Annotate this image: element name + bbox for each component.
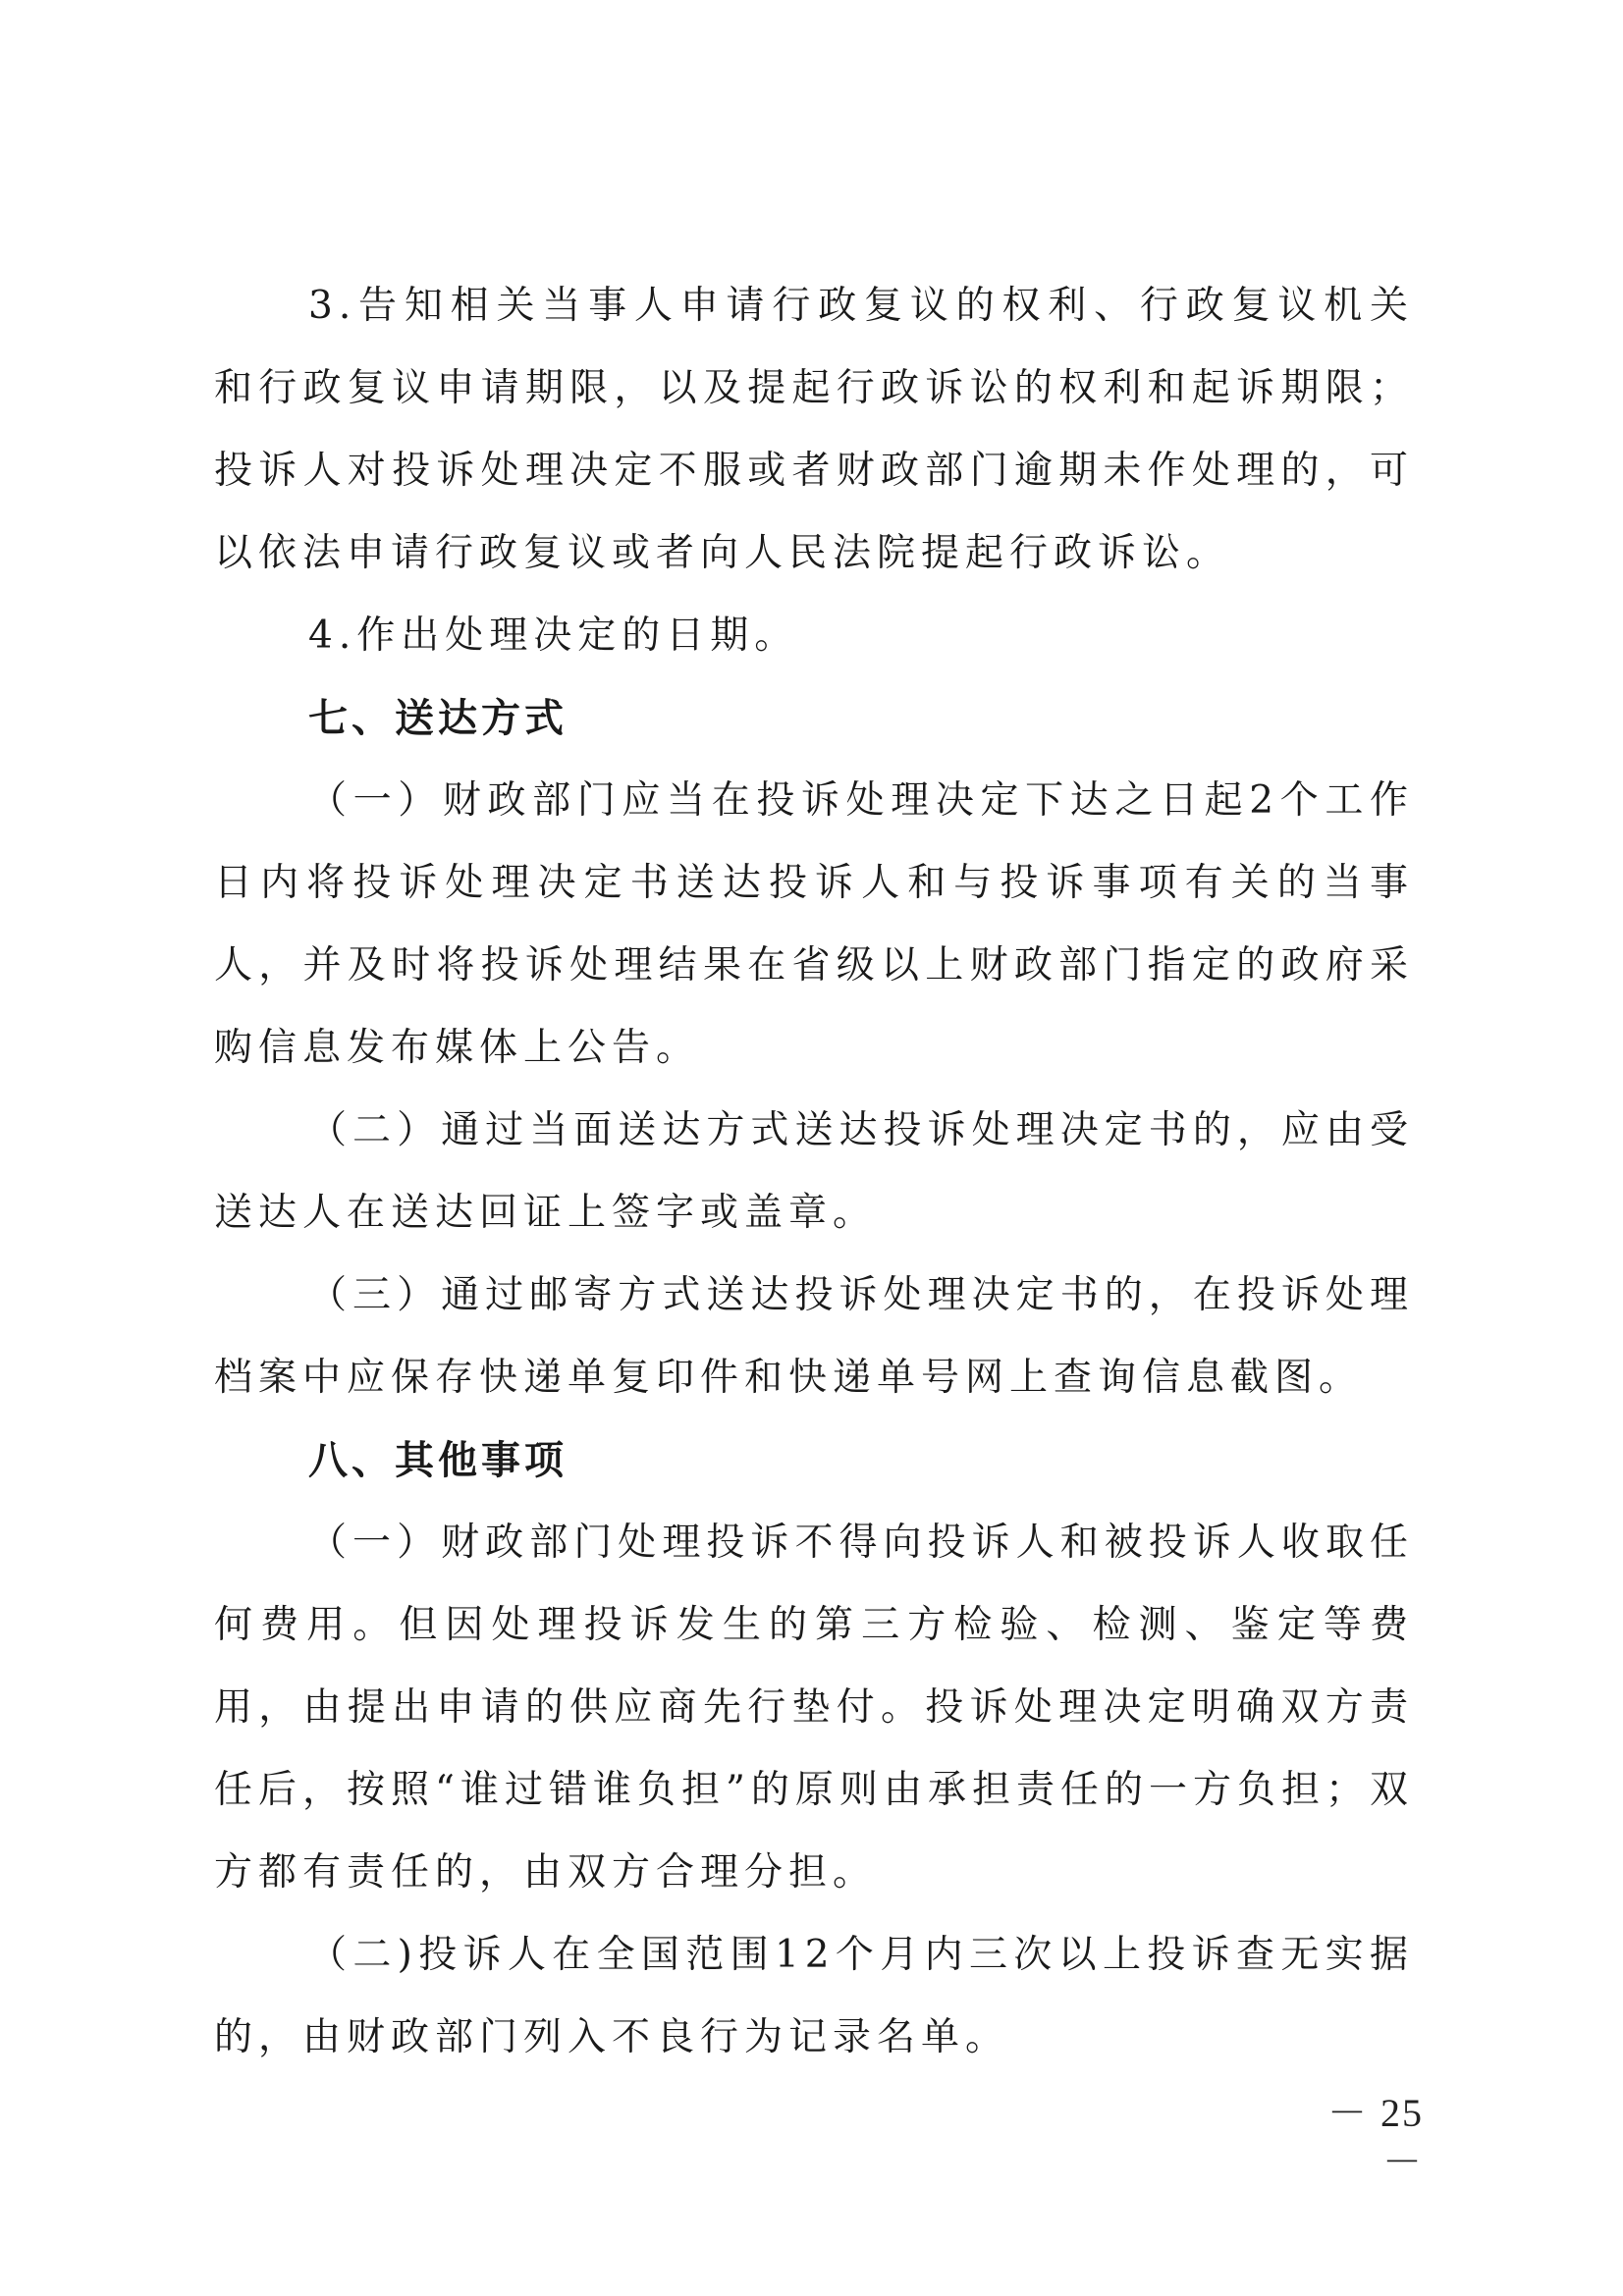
page-number: － 25 － — [1327, 2091, 1424, 2184]
paragraph-other-2: （二)投诉人在全国范围12个月内三次以上投诉查无实据的，由财政部门列入不良行为记录名单。 — [214, 1933, 1414, 2059]
paragraph-delivery-1: （一）财政部门应当在投诉处理决定下达之日起2个工作日内将投诉处理决定书送达投诉人和与投诉事项有关的当事人，并及时将投诉处理结果在省级以上财政部门指定的政府采购信息发布媒体上公告。 — [214, 778, 1414, 1070]
paragraph-delivery-3: （三）通过邮寄方式送达投诉处理决定书的，在投诉处理档案中应保存快递单复印件和快递单号网上查询信息截图。 — [214, 1273, 1414, 1400]
section-heading-delivery-method: 七、送达方式 — [308, 696, 568, 741]
paragraph-delivery-2: （二）通过当面送达方式送达投诉处理决定书的，应由受送达人在送达回证上签字或盖章。 — [214, 1108, 1414, 1235]
document-body — [214, 265, 1414, 2079]
paragraph-item-4-decision-date: 4.作出处理决定的日期。 — [308, 614, 799, 658]
paragraph-other-1: （一）财政部门处理投诉不得向投诉人和被投诉人收取任何费用。但因处理投诉发生的第三方检验、检测、鉴定等费用，由提出申请的供应商先行垫付。投诉处理决定明确双方责任后，按照“谁过错谁负担”的原则由承担责任的一方负担；双方都有责任的，由双方合理分担。 — [214, 1521, 1414, 1895]
paragraph-item-3-notice-rights: 3.告知相关当事人申请行政复议的权利、行政复议机关和行政复议申请期限，以及提起行政诉讼的权利和起诉期限；投诉人对投诉处理决定不服或者财政部门逾期未作处理的，可以依法申请行政复议或者向人民法院提起行政诉讼。 — [214, 284, 1414, 575]
section-heading-other-matters: 八、其他事项 — [308, 1438, 568, 1483]
